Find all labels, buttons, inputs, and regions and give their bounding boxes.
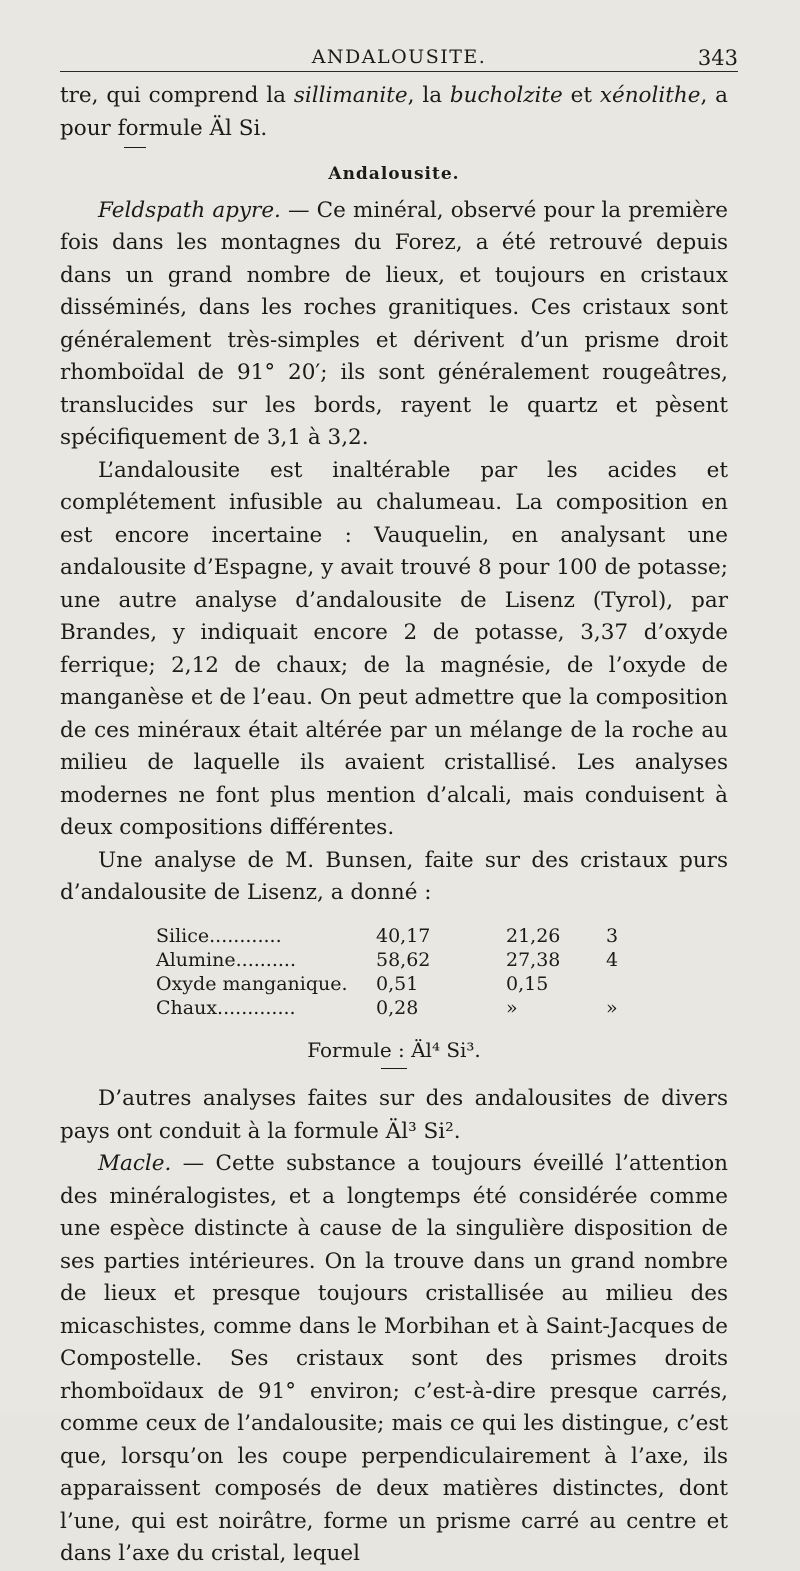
paragraph-text: — Ce minéral, observé pour la première fois dans les montagnes du Forez, a été retrouvé depuis dans un grand nombre de lieux, et toujours en cristaux disséminés, dans les roches granitiques. Ces cristaux sont généralement très-simples et dérivent d’un prisme droit rhomboïdal de 91° 20′; ils sont généralement rougeâtres, translucides sur les bords, rayent le quartz et pèsent spécifiquement de 3,1 à 3,2. [60,197,729,450]
running-header [60,40,738,72]
continuation-paragraph [60,80,728,145]
formula-underline [124,147,146,148]
row-value: 0,15 [506,972,549,995]
formula: Formule : Äl⁴ Si³. [307,1037,481,1062]
continuation-text: tre, qui comprend la [60,83,294,108]
row-value: 27,38 [506,948,561,971]
row-value [606,972,646,996]
row-value: 3 [606,924,619,947]
body-text [60,80,728,1571]
term-xenolithe: xénolithe [599,83,701,108]
term-bucholzite: bucholzite [449,83,563,108]
row-label: Chaux............. [156,996,296,1019]
table-row [156,972,728,996]
row-label: Oxyde manganique. [156,972,348,995]
page-number: 343 [697,46,738,70]
paragraph-composition: L’andalousite est inaltérable par les acides et complétement infusible au chalumeau. La composition en est encore incertaine : Vauquelin, en analysant une andalousite d’Espagne, y avait trouvé 8 pour 100 de potasse; une autre analyse d’andalousite de Lisenz (Tyrol), par Brandes, y indiquait encore 2 de potasse, 3,37 d’oxyde ferrique; 2,12 de chaux; de la magnésie, de l’oxyde de manganèse et de l’eau. On peut admettre que la composition de ces minéraux était altérée par un mélange de la roche au milieu de laquelle ils avaient cristallisé. Les analyses modernes ne font plus mention d’alcali, mais conduisent à deux compositions différentes. [60,457,728,840]
paragraph-bunsen: Une analyse de M. Bunsen, faite sur des cristaux purs d’andalousite de Lisenz, a donné : [60,847,728,905]
row-value: 0,28 [376,996,419,1019]
row-value: » [506,996,518,1019]
row-value: 21,26 [506,924,561,947]
paragraph-feldspath [60,195,728,455]
running-title: ANDALOUSITE. [311,46,487,68]
table-row [156,996,728,1020]
row-value: 4 [606,948,619,971]
continuation-text: et [562,83,600,108]
row-label: Alumine.......... [156,948,297,971]
row-value: 40,17 [376,924,431,947]
section-heading: Andalousite. [328,164,460,184]
analysis-table [156,924,728,1020]
paragraph-text: — Cette substance a toujours éveillé l’attention des minéralogistes, et a longtemps été considérée comme une espèce distincte à cause de la singulière disposition de ses parties intérieures. On la trouve dans un grand nombre de lieux et presque toujours cristallisée au milieu des micaschistes, comme dans le Morbihan et à Saint-Jacques de Compostelle. Ses cristaux sont des prismes droits rhomboïdaux de 91° environ; c’est-à-dire presque carrés, comme ceux de l’andalousite; mais ce qui les distingue, c’est que, lorsqu’on les coupe perpendiculairement à l’axe, ils apparaissent composés de deux matières distinctes, dont l’une, qui est noirâtre, forme un prisme carré au centre et dans l’axe du cristal, lequel [60,1151,728,1566]
table-row [156,948,728,972]
term-sillimanite: sillimanite [293,83,408,108]
continuation-text: , a pour formule Äl Si. [60,83,728,141]
paragraph-macle [60,1148,728,1571]
row-value: 0,51 [376,972,419,995]
table-row [156,924,728,948]
paragraph-lead: Macle. [98,1151,172,1176]
header-rule [60,71,738,72]
row-value: » [606,996,618,1019]
continuation-text: , la [407,83,450,108]
row-value: 58,62 [376,948,431,971]
row-label: Silice............ [156,924,282,947]
paragraph-other-analyses: D’autres analyses faites sur des andalousites de divers pays ont conduit à la formule Äl³ Si². [60,1086,728,1144]
paragraph-lead: Feldspath apyre. [98,197,281,223]
formula-rule [381,1068,407,1069]
